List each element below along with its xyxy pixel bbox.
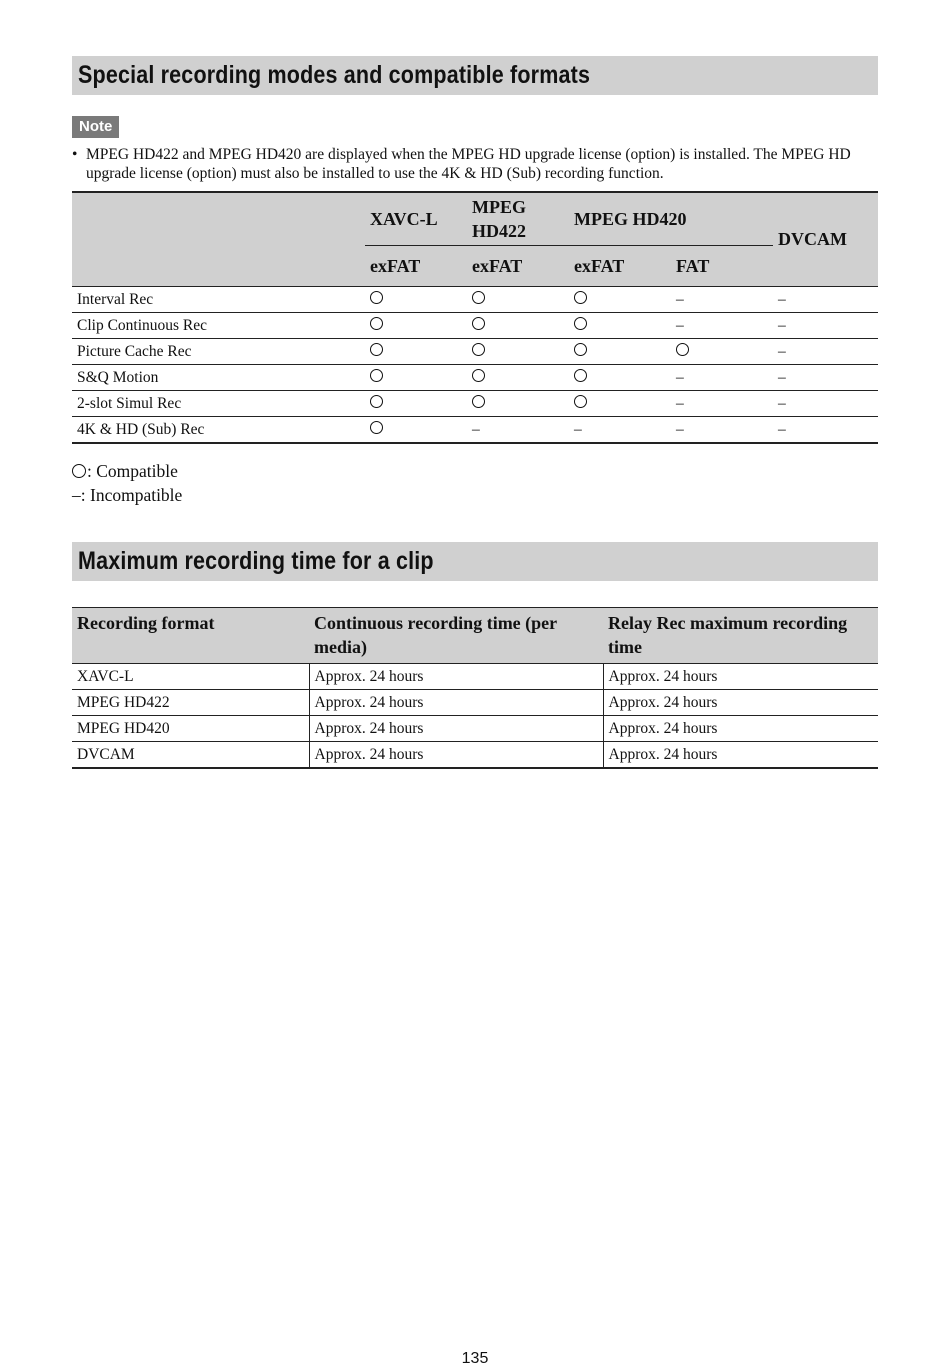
table-row [72,365,878,391]
section-title: Maximum recording time for a clip [78,547,434,575]
circle-icon [370,343,383,356]
table-row [72,287,878,313]
compatible-cell [467,339,569,365]
circle-icon [472,343,485,356]
table-row [72,339,878,365]
section-title: Special recording modes and compatible formats [78,61,591,89]
compatible-cell [365,391,467,417]
compatible-cell [671,339,773,365]
circle-icon [472,291,485,304]
time-cell: Approx. 24 hours [603,716,878,742]
circle-icon [472,369,485,382]
incompatible-cell: – [773,365,878,391]
mode-name: Clip Continuous Rec [72,313,365,339]
header-empty [72,192,365,287]
table-row [72,690,878,716]
incompatible-cell: – [671,313,773,339]
incompatible-cell: – [773,313,878,339]
mode-name: 2-slot Simul Rec [72,391,365,417]
header-mpeg-hd420: MPEG HD420 [569,192,773,246]
incompatible-cell: – [671,417,773,444]
time-cell: Approx. 24 hours [603,664,878,690]
time-cell: Approx. 24 hours [309,690,603,716]
header-exfat: exFAT [365,246,467,287]
compatible-cell [569,287,671,313]
circle-icon [676,343,689,356]
compatible-cell [365,365,467,391]
incompatible-cell: – [773,287,878,313]
incompatible-cell: – [773,339,878,365]
bullet-icon: • [72,146,78,163]
incompatible-cell: – [671,365,773,391]
time-cell: Approx. 24 hours [309,742,603,769]
table-row [72,417,878,444]
compatible-cell [569,365,671,391]
header-exfat: exFAT [467,246,569,287]
circle-icon [574,343,587,356]
circle-icon [370,395,383,408]
legend-compatible-text: : Compatible [87,461,178,481]
circle-icon [72,464,86,478]
section-heading-max-time [72,542,878,581]
compatible-cell [467,287,569,313]
recording-time-table [72,607,878,769]
circle-icon [472,317,485,330]
header-relay-rec-time: Relay Rec maximum recording time [603,608,878,664]
mode-name: 4K & HD (Sub) Rec [72,417,365,444]
header-recording-format: Recording format [72,608,309,664]
incompatible-cell: – [671,391,773,417]
header-xavc: XAVC-L [365,192,467,246]
time-cell: Approx. 24 hours [309,664,603,690]
header-dvcam: DVCAM [773,192,878,287]
circle-icon [574,291,587,304]
mode-name: S&Q Motion [72,365,365,391]
header-fat: FAT [671,246,773,287]
note-body: MPEG HD422 and MPEG HD420 are displayed when the MPEG HD upgrade license (option) is installed. The MPEG HD upgrade license (option) must also be installed to use the 4K & HD (Sub) recording function. [86,146,851,182]
circle-icon [574,369,587,382]
header-mpeg-hd422-line2: HD422 [472,221,526,241]
compatible-cell [365,313,467,339]
compatible-cell [569,391,671,417]
page-number: 135 [461,1350,489,1367]
mode-name: Interval Rec [72,287,365,313]
time-cell: Approx. 24 hours [603,690,878,716]
circle-icon [574,395,587,408]
circle-icon [370,369,383,382]
format-cell: XAVC-L [72,664,309,690]
compatible-cell [467,313,569,339]
time-cell: Approx. 24 hours [603,742,878,769]
compatible-cell [569,339,671,365]
note-text [72,145,878,183]
circle-icon [370,317,383,330]
circle-icon [472,395,485,408]
header-mpeg-hd422-line1: MPEG [472,197,526,217]
incompatible-cell: – [671,287,773,313]
circle-icon [574,317,587,330]
legend-incompatible: –: Incompatible [72,485,183,505]
compatible-cell [365,287,467,313]
compatible-cell [365,339,467,365]
modes-compatibility-table [72,191,878,444]
format-cell: DVCAM [72,742,309,769]
header-continuous-time: Continuous recording time (per media) [309,608,603,664]
format-cell: MPEG HD420 [72,716,309,742]
compatible-cell [467,391,569,417]
table-row [72,742,878,769]
header-exfat: exFAT [569,246,671,287]
compatible-cell [569,313,671,339]
incompatible-cell: – [569,417,671,444]
legend-compatible [72,459,878,483]
time-cell: Approx. 24 hours [309,716,603,742]
table-row [72,313,878,339]
note-badge: Note [72,116,119,138]
legend [72,459,878,507]
mode-name: Picture Cache Rec [72,339,365,365]
header-mpeg-hd422 [467,192,569,246]
circle-icon [370,421,383,434]
page-content [72,56,878,769]
compatible-cell [365,417,467,444]
circle-icon [370,291,383,304]
table-row [72,391,878,417]
compatible-cell [467,365,569,391]
incompatible-cell: – [773,391,878,417]
incompatible-cell: – [467,417,569,444]
table-row [72,716,878,742]
incompatible-cell: – [773,417,878,444]
table-row [72,664,878,690]
format-cell: MPEG HD422 [72,690,309,716]
section-heading-special-modes [72,56,878,95]
